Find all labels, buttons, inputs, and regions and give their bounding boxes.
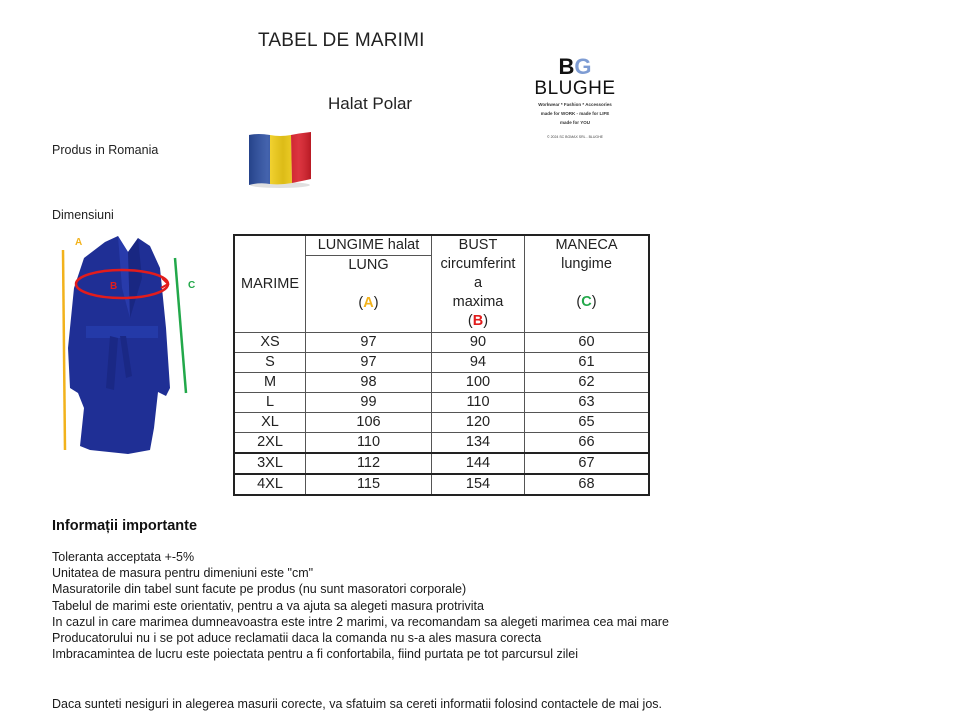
info-line: Producatorului nu i se pot aduce reclamatii daca la comanda nu s-a ales masura corecta bbox=[52, 631, 542, 646]
cell-sleeve: 65 bbox=[525, 413, 650, 433]
header-length-top: LUNGIME halat bbox=[306, 235, 432, 256]
info-line: Imbracamintea de lucru este poiectata pentru a fi confortabila, fiind purtata pe tot parcursul zilei bbox=[52, 647, 578, 662]
cell-size: XL bbox=[234, 413, 306, 433]
info-line: Unitatea de masura pentru dimeniuni este "cm" bbox=[52, 566, 314, 581]
table-row bbox=[234, 453, 649, 474]
header-bust-line1: BUST bbox=[458, 237, 498, 253]
table-row bbox=[234, 373, 649, 393]
header-bust-line2: circumferint bbox=[440, 256, 516, 272]
header-bust-line4: maxima bbox=[452, 294, 504, 310]
product-name: Halat Polar bbox=[328, 94, 413, 113]
header-bust-marker: (B) bbox=[467, 313, 489, 329]
cell-bust: 110 bbox=[432, 393, 525, 413]
romania-flag-icon bbox=[248, 131, 312, 188]
cell-length: 99 bbox=[306, 393, 432, 413]
marker-b-label: B bbox=[472, 313, 484, 329]
info-line: In cazul in care marimea dumneavoastra este intre 2 marimi, va recomandam sa alegeti marimea cea mai mare bbox=[52, 614, 669, 629]
cell-sleeve: 61 bbox=[525, 353, 650, 373]
logo-mark bbox=[520, 56, 630, 78]
table-row bbox=[234, 393, 649, 413]
dimensions-label: Dimensiuni bbox=[52, 208, 114, 222]
cell-bust: 90 bbox=[432, 333, 525, 353]
footer-note: Daca sunteti nesiguri in alegerea masurii corecte, va sfatuim sa cereti informatii folosind contactele de mai jos. bbox=[52, 697, 663, 711]
cell-size: M bbox=[234, 373, 306, 393]
cell-bust: 154 bbox=[432, 474, 525, 495]
cell-length: 98 bbox=[306, 373, 432, 393]
cell-length: 110 bbox=[306, 433, 432, 454]
logo-tagline-3: made for YOU bbox=[560, 120, 590, 125]
page-title: TABEL DE MARIMI bbox=[258, 30, 425, 51]
info-line: Toleranta acceptata +-5% bbox=[52, 550, 195, 564]
info-line: Masuratorile din tabel sunt facute pe produs (nu sunt masoratori corporale) bbox=[52, 582, 467, 597]
cell-sleeve: 60 bbox=[525, 333, 650, 353]
origin-label: Produs in Romania bbox=[52, 143, 159, 157]
table-row bbox=[234, 413, 649, 433]
header-size: MARIME bbox=[234, 235, 306, 333]
brand-logo bbox=[520, 56, 630, 139]
cell-size: L bbox=[234, 393, 306, 413]
marker-c: C bbox=[188, 280, 196, 291]
cell-size: 4XL bbox=[234, 474, 306, 495]
header-length-sub bbox=[306, 256, 432, 333]
cell-bust: 120 bbox=[432, 413, 525, 433]
cell-sleeve: 62 bbox=[525, 373, 650, 393]
cell-sleeve: 67 bbox=[525, 453, 650, 474]
header-sleeve bbox=[525, 235, 650, 333]
cell-length: 115 bbox=[306, 474, 432, 495]
header-bust bbox=[432, 235, 525, 333]
header-sleeve-line2: lungime bbox=[561, 256, 612, 272]
table-row bbox=[234, 433, 649, 454]
logo-mark-g: G bbox=[574, 54, 592, 79]
marker-c-label: C bbox=[581, 294, 592, 310]
cell-length: 97 bbox=[306, 333, 432, 353]
cell-bust: 94 bbox=[432, 353, 525, 373]
cell-size: 3XL bbox=[234, 453, 306, 474]
cell-sleeve: 66 bbox=[525, 433, 650, 454]
table-row bbox=[234, 474, 649, 495]
cell-length: 112 bbox=[306, 453, 432, 474]
table-row bbox=[234, 353, 649, 373]
robe-measurement-illustration bbox=[50, 228, 200, 460]
cell-length: 106 bbox=[306, 413, 432, 433]
logo-tagline-1: Workwear * Fashion * Accessories bbox=[538, 102, 612, 107]
info-list bbox=[52, 549, 669, 662]
cell-size: 2XL bbox=[234, 433, 306, 454]
header-length-marker: (A) bbox=[358, 295, 379, 311]
cell-sleeve: 63 bbox=[525, 393, 650, 413]
size-table bbox=[233, 234, 650, 496]
info-heading: Informații importante bbox=[52, 518, 198, 534]
cell-bust: 144 bbox=[432, 453, 525, 474]
marker-b: B bbox=[110, 281, 118, 292]
header-sleeve-line1: MANECA bbox=[555, 237, 618, 253]
info-line: Tabelul de marimi este orientativ, pentru a va ajuta sa alegeti masura protrivita bbox=[52, 598, 484, 613]
table-row bbox=[234, 333, 649, 353]
cell-bust: 100 bbox=[432, 373, 525, 393]
marker-a-label: A bbox=[363, 295, 374, 311]
cell-size: XS bbox=[234, 333, 306, 353]
logo-copyright: © 2024 SC BGMAX SRL - BLUGHE bbox=[547, 135, 603, 139]
cell-bust: 134 bbox=[432, 433, 525, 454]
logo-wordmark: BLUGHE bbox=[534, 78, 616, 99]
marker-a: A bbox=[75, 237, 83, 248]
logo-mark-b: B bbox=[558, 54, 575, 79]
cell-size: S bbox=[234, 353, 306, 373]
header-length-sub-label: LUNG bbox=[348, 257, 389, 273]
header-sleeve-marker: (C) bbox=[576, 294, 597, 310]
cell-length: 97 bbox=[306, 353, 432, 373]
cell-sleeve: 68 bbox=[525, 474, 650, 495]
logo-tagline-2: made for WORK - made for LIFE bbox=[540, 111, 610, 116]
header-bust-line3: a bbox=[473, 275, 483, 291]
